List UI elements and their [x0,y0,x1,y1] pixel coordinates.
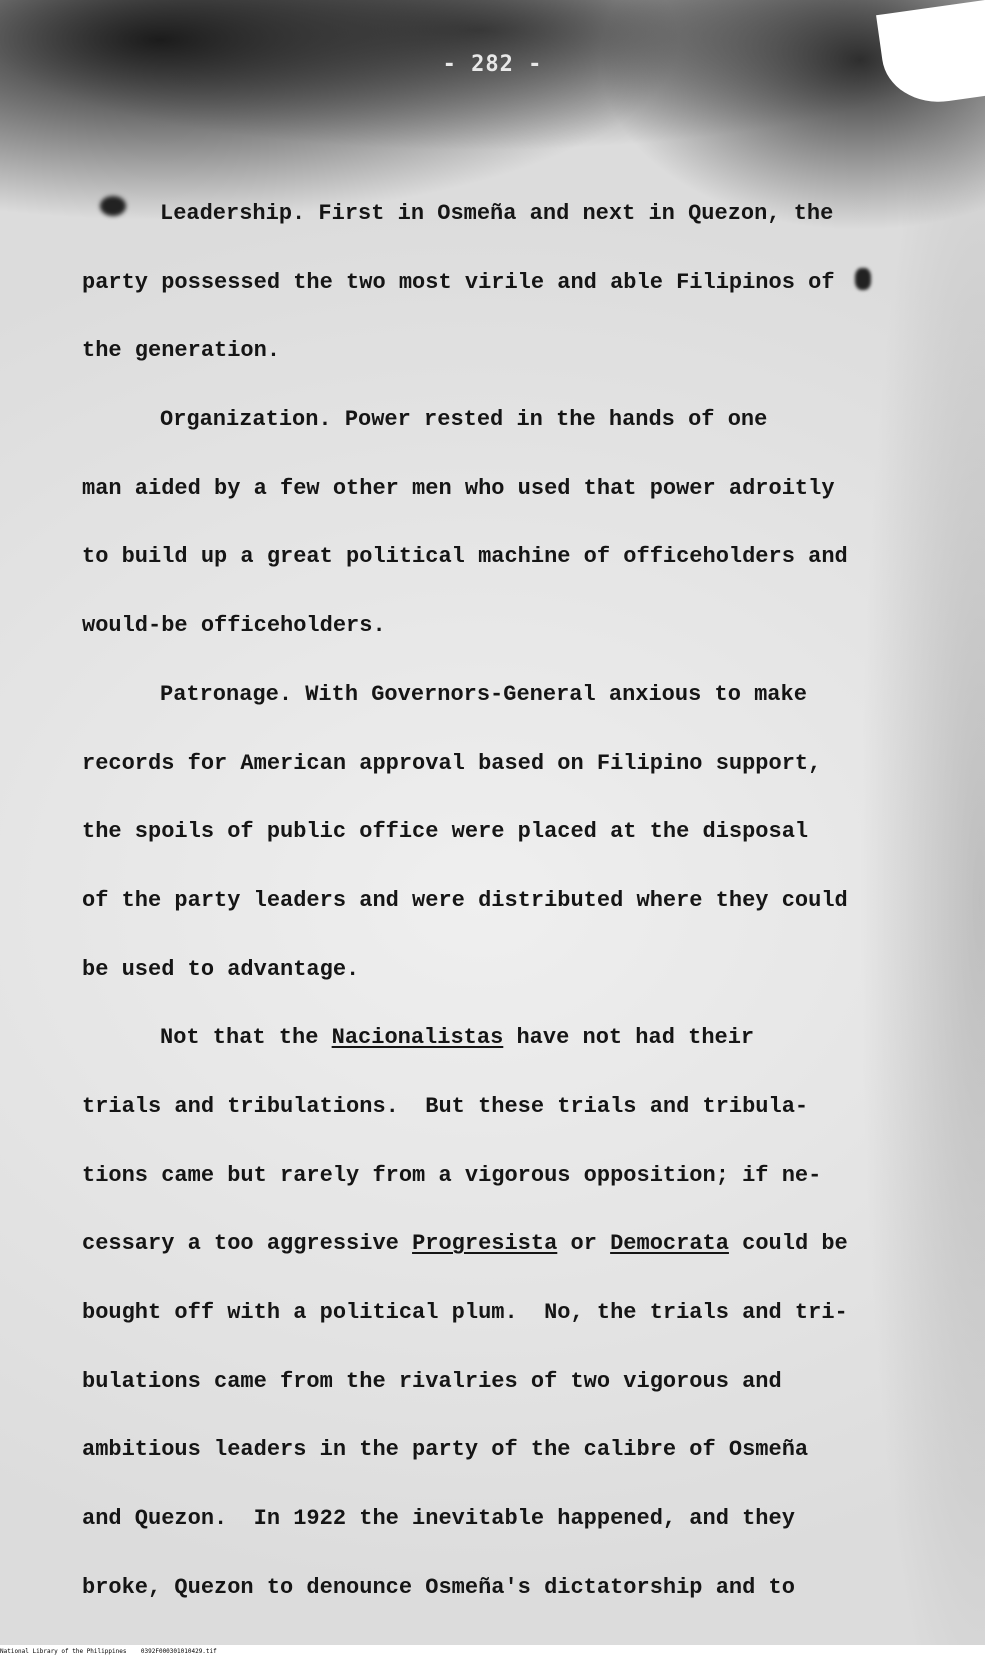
file-id: 0392F000301010429.tif [140,1648,217,1655]
text-line: trials and tribulations. But these trials and tribula- [82,1093,809,1119]
text-line [82,1210,912,1279]
text-line: the spoils of public office were placed at the disposal [82,819,809,845]
text-line: ambitious leaders in the party of the calibre of Osmeña [82,1437,809,1463]
text-line: Patronage. With Governors-General anxious to make [160,681,807,707]
text-segment: Not that the [160,1025,332,1051]
text-line: broke, Quezon to denounce Osmeña's dictatorship and to [82,1574,795,1600]
text-line: party possessed the two most virile and able Filipinos of [82,269,835,295]
scan-footer [0,1645,985,1658]
underlined-term: Nacionalistas [331,1025,504,1051]
text-segment: or [557,1231,611,1257]
text-line: Organization. Power rested in the hands of one [160,407,768,433]
text-line: of the party leaders and were distributed where they could [82,887,848,913]
text-line: to build up a great political machine of officeholders and [82,544,848,570]
text-segment: have not had their [503,1025,755,1051]
text-line [82,1004,912,1073]
document-body [82,180,912,1622]
text-segment: cessary a too aggressive [82,1231,413,1257]
underlined-term: Progresista [412,1231,558,1257]
text-line: tions came but rarely from a vigorous opposition; if ne- [82,1162,822,1188]
text-line: man aided by a few other men who used that power adroitly [82,475,835,501]
text-line: would-be officeholders. [82,613,386,639]
underlined-term: Democrata [610,1231,729,1257]
text-line: Leadership. First in Osmeña and next in Quezon, the [160,201,834,226]
text-line: bought off with a political plum. No, the trials and tri- [82,1300,848,1325]
text-line: bulations came from the rivalries of two vigorous and [82,1368,782,1394]
text-line: and Quezon. In 1922 the inevitable happened, and they [82,1506,795,1532]
text-segment: could be [728,1231,848,1257]
text-line: records for American approval based on Filipino support, [82,750,822,776]
source-label: National Library of the Philippines [0,1648,127,1655]
text-line: the generation. [82,338,281,364]
page-number: - 282 - [442,52,543,77]
text-line: be used to advantage. [82,956,360,982]
